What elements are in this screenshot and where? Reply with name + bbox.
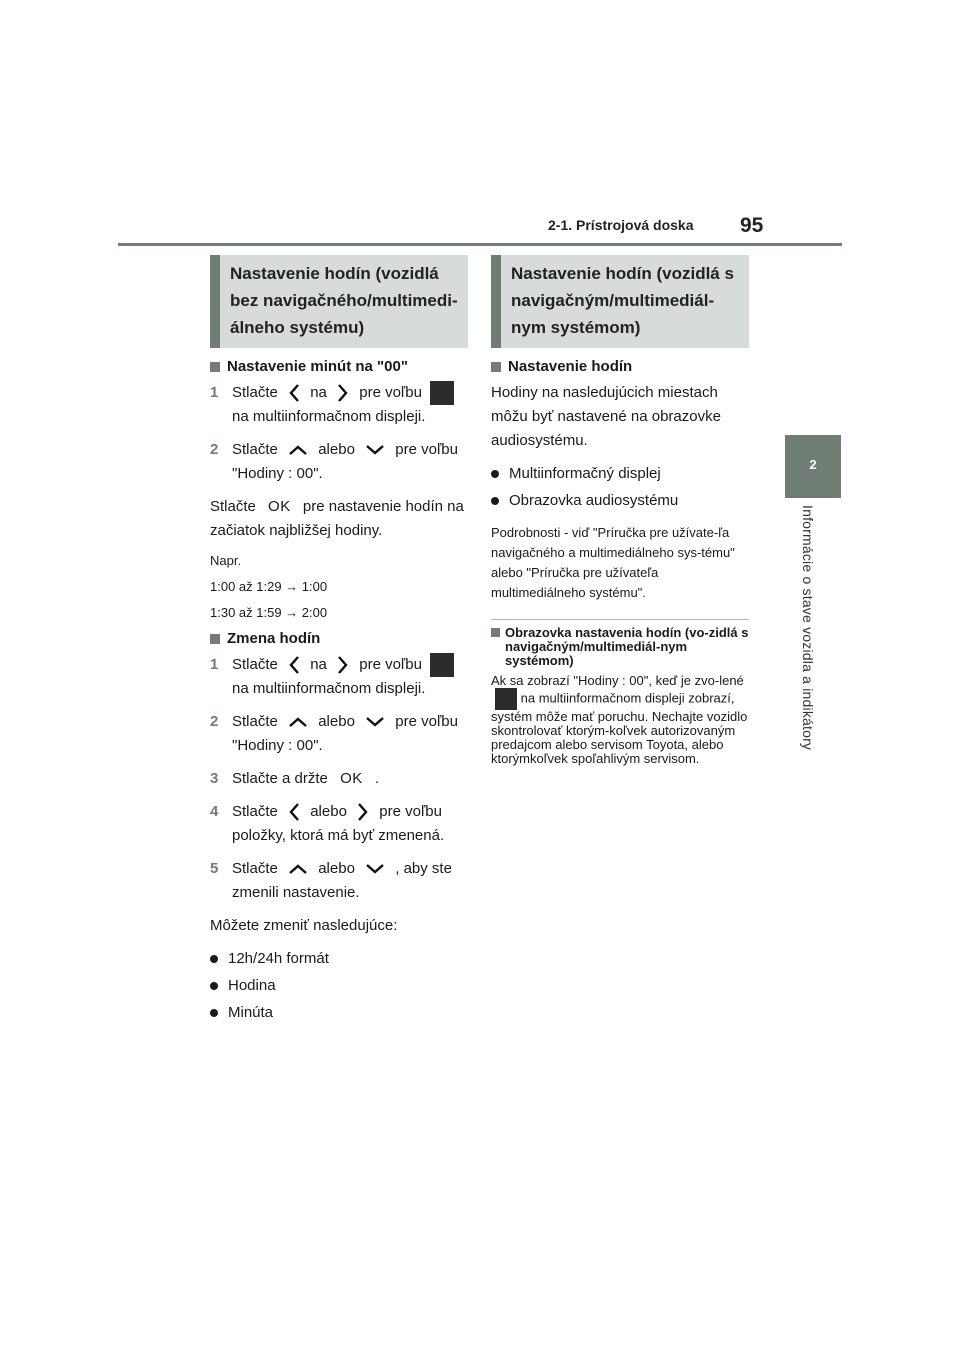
step-text: Stlačte (232, 803, 278, 821)
step-number: 1 (210, 384, 219, 401)
step-number: 5 (210, 860, 219, 878)
step-number: 3 (210, 770, 219, 788)
subheading-clock-setting (491, 358, 749, 375)
step-text: pre voľbu (359, 384, 422, 401)
list-item-text: Multiinformačný displej (509, 465, 661, 482)
chapter-tab: 2 (785, 435, 841, 495)
note-divider (491, 619, 749, 620)
step-number: 2 (210, 441, 219, 459)
step-text: Stlačte (232, 713, 278, 731)
square-bullet-icon (210, 634, 220, 644)
list-item-text: Hodina (228, 977, 276, 995)
settings-gear-icon (495, 688, 517, 710)
step-number: 2 (210, 713, 219, 731)
list-item (491, 489, 749, 513)
subheading-minutes (210, 358, 468, 375)
chevron-left-icon (288, 802, 300, 822)
chevron-right-icon (337, 655, 349, 675)
step-number: 1 (210, 656, 219, 674)
subheading-text: Nastavenie hodín (508, 358, 633, 375)
step-text: Stlačte (232, 860, 278, 878)
step-text: alebo (318, 441, 355, 459)
chevron-left-icon (288, 655, 300, 675)
step-2-minutes (210, 438, 468, 486)
can-change-text: Môžete zmeniť nasledujúce: (210, 917, 398, 935)
chevron-down-icon (365, 716, 385, 728)
header-rule (118, 243, 842, 246)
chapter-title-vertical: Informácie o stave vozidla a indikátory (800, 505, 816, 751)
step-text: "Hodiny : 00". (232, 737, 323, 755)
ok-button-symbol: OK (340, 770, 363, 788)
example-2: 1:30 až 1:59 → 2:00 (210, 605, 328, 621)
step-text: alebo (318, 860, 355, 878)
step-1-change (210, 653, 468, 701)
chevron-down-icon (365, 444, 385, 456)
step-3-change (210, 767, 468, 791)
square-bullet-icon (210, 362, 220, 372)
bullet-dot-icon (210, 1009, 218, 1017)
chevron-up-icon (288, 863, 308, 875)
step-text: pre voľbu (379, 803, 442, 821)
step-text: Stlačte (232, 656, 278, 674)
step-text: na multiinformačnom displeji. (232, 408, 426, 426)
note-body (491, 674, 749, 766)
ok-button-symbol: OK (268, 498, 291, 516)
step-4-change (210, 800, 468, 848)
bullet-dot-icon (491, 497, 499, 505)
step-text: , aby ste (395, 860, 452, 878)
bullet-dot-icon (491, 470, 499, 478)
step-text: zmenili nastavenie. (232, 884, 360, 902)
para-text: pre nastavenie hodín na začiatok najbližšej hodiny. (210, 498, 464, 540)
left-box-title: Nastavenie hodín (vozidlá bez navigačného/multimedi-álneho systému) (210, 255, 468, 348)
step-text: . (374, 770, 380, 788)
left-column (210, 255, 468, 1028)
clock-locations-text: Hodiny na nasledujúcich miestach môžu byť nastavené na obrazovke audiosystému. (491, 384, 721, 449)
para-text: Stlačte (210, 498, 256, 516)
list-item (210, 974, 468, 998)
note-heading (491, 626, 749, 668)
step-text: pre voľbu (395, 441, 458, 459)
list-item-text: Minúta (228, 1004, 274, 1022)
square-bullet-icon (491, 628, 500, 637)
note-text: Ak sa zobrazí "Hodiny : 00", keď je zvo-lené (491, 673, 744, 688)
settings-gear-icon (430, 653, 454, 677)
list-item-text: 12h/24h formát (228, 950, 329, 968)
step-1-minutes (210, 381, 468, 429)
subheading-change (210, 630, 468, 647)
step-text: Stlačte a držte (232, 770, 328, 788)
bullet-dot-icon (210, 982, 218, 990)
chevron-left-icon (288, 383, 300, 403)
step-text: "Hodiny : 00". (232, 465, 323, 483)
note-text: na multiinformačnom displeji zobrazí, systém môže mať poruchu. Nechajte vozidlo skontrolovať ktorým-koľvek autorizovaným predajcom alebo servisom Toyota, alebo ktorýmkoľvek spoľahlivým servisom. (491, 690, 748, 766)
step-text: na multiinformačnom displeji. (232, 680, 426, 698)
settings-gear-icon (430, 381, 454, 405)
subheading-text: Zmena hodín (227, 630, 321, 648)
chevron-right-icon (337, 383, 349, 403)
list-item (491, 462, 749, 486)
list-item (210, 1001, 468, 1025)
step-text: alebo (318, 713, 355, 731)
square-bullet-icon (491, 362, 501, 372)
step-text: na (310, 656, 327, 674)
list-item-text: Obrazovka audiosystému (509, 492, 679, 509)
bullet-dot-icon (210, 955, 218, 963)
step-text: Stlačte (232, 441, 278, 459)
step-text: na (310, 384, 327, 401)
section-title: 2-1. Prístrojová doska (548, 217, 694, 233)
step-text: položky, ktorá má byť zmenená. (232, 827, 445, 845)
right-column (491, 255, 749, 766)
chevron-up-icon (288, 444, 308, 456)
list-item (210, 947, 468, 971)
step-number: 4 (210, 803, 219, 821)
chevron-down-icon (365, 863, 385, 875)
step-text: pre voľbu (359, 656, 422, 674)
step-5-change (210, 857, 468, 905)
note-heading-text: Obrazovka nastavenia hodín (vo-zidlá s navigačným/multimediál-nym systémom) (505, 625, 749, 668)
chevron-right-icon (357, 802, 369, 822)
page-number: 95 (740, 214, 764, 237)
chapter-tab-rule (785, 495, 841, 498)
subheading-text: Nastavenie minút na "00" (227, 358, 408, 375)
step-text: Stlačte (232, 384, 278, 401)
step-text: alebo (310, 803, 347, 821)
step-text: pre voľbu (395, 713, 458, 731)
right-box-title: Nastavenie hodín (vozidlá s navigačným/multimediál-nym systémom) (491, 255, 749, 348)
chevron-up-icon (288, 716, 308, 728)
ok-paragraph (210, 495, 468, 543)
step-2-change (210, 710, 468, 758)
example-label: Napr. (210, 553, 242, 569)
example-1: 1:00 až 1:29 → 1:00 (210, 579, 328, 595)
details-reference: Podrobnosti - viď "Príručka pre užívate-ľa navigačného a multimediálneho sys-tému" alebo "Príručka pre užívateľa multimediálneho systému". (491, 525, 735, 600)
